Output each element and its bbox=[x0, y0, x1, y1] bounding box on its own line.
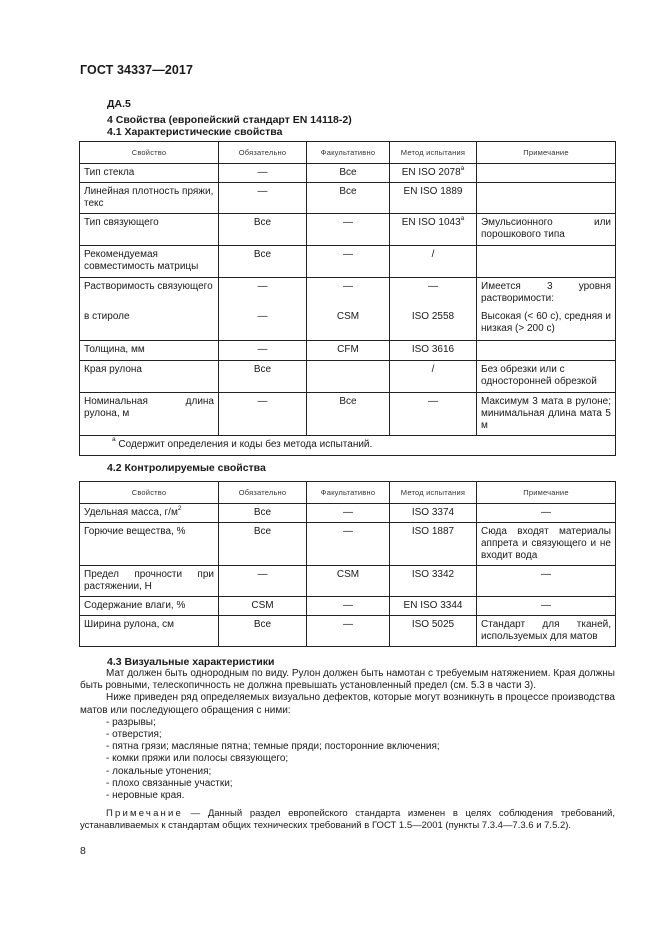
annex-heading: ДА.5 bbox=[107, 98, 131, 110]
cell-method: EN ISO 3344 bbox=[390, 597, 477, 616]
cell-optional: — bbox=[307, 597, 390, 616]
cell-method bbox=[390, 214, 477, 246]
cell-method: ISO 1887 bbox=[390, 523, 477, 566]
column-header-property: Свойство bbox=[80, 142, 219, 164]
cell-note: Имеется 3 уровня растворимости: bbox=[477, 278, 616, 309]
cell-optional: — bbox=[307, 246, 390, 278]
cell-note: Максимум 3 мата в рулоне; минимальная длина мата 5 м bbox=[477, 392, 616, 435]
list-item: - комки пряжи или полосы связующего; bbox=[106, 753, 615, 765]
cell-mandatory: — bbox=[219, 308, 307, 340]
subsection-heading-4-1: 4.1 Характеристические свойства bbox=[107, 126, 283, 138]
cell-mandatory: — bbox=[219, 183, 307, 214]
table-row bbox=[80, 597, 616, 616]
footnote-ref: a bbox=[460, 214, 465, 222]
cell-mandatory: — bbox=[219, 340, 307, 360]
table-row bbox=[80, 340, 616, 360]
cell-property: Края рулона bbox=[80, 360, 219, 392]
cell-property: Линейная плотность пряжи, текс bbox=[80, 183, 219, 214]
cell-note: Высокая (< 60 с), средняя и низкая (> 200 с) bbox=[477, 308, 616, 340]
cell-mandatory: Все bbox=[219, 360, 307, 392]
superscript: 2 bbox=[177, 504, 182, 512]
cell-mandatory: CSM bbox=[219, 597, 307, 616]
table-row bbox=[80, 183, 616, 214]
column-header-method: Метод испытания bbox=[390, 482, 477, 504]
cell-note: — bbox=[477, 566, 616, 597]
column-header-note: Примечание bbox=[477, 142, 616, 164]
note-text: — Данный раздел европейского стандарта изменен в целях соблюдения требований, устанавливаемых к стандартам общих технических требований в ГОСТ 1.5—2001 (пункты 7.3.4—7.3.6 и 7.5.2). bbox=[80, 808, 615, 832]
cell-property: Толщина, мм bbox=[80, 340, 219, 360]
list-item: - плохо связанные участки; bbox=[106, 778, 615, 790]
list-item: - отверстия; bbox=[106, 729, 615, 741]
list-item: - неровные края. bbox=[106, 790, 615, 802]
cell-optional: CSM bbox=[307, 566, 390, 597]
cell-property: Горючие вещества, % bbox=[80, 523, 219, 566]
cell-mandatory: Все bbox=[219, 616, 307, 647]
list-item: - локальные утонения; bbox=[106, 766, 615, 778]
property-text: Удельная масса, г/м bbox=[84, 507, 178, 518]
cell-mandatory: — bbox=[219, 278, 307, 309]
cell-note bbox=[477, 340, 616, 360]
cell-mandatory: Все bbox=[219, 523, 307, 566]
footnote-marker: a bbox=[112, 436, 116, 444]
cell-optional: Все bbox=[307, 164, 390, 183]
subsection-heading-4-3: 4.3 Визуальные характеристики bbox=[107, 656, 275, 668]
cell-note: — bbox=[477, 504, 616, 523]
column-header-mandatory: Обязательно bbox=[219, 482, 307, 504]
cell-note: Сюда входят материалы аппрета и связующего и не входит вода bbox=[477, 523, 616, 566]
cell-mandatory: Все bbox=[219, 246, 307, 278]
table-row bbox=[80, 566, 616, 597]
cell-method: ISO 3616 bbox=[390, 340, 477, 360]
table-footnote bbox=[80, 435, 616, 455]
cell-property: Ширина рулона, см bbox=[80, 616, 219, 647]
paragraph: Мат должен быть однородным по виду. Рулон должен быть намотан с требуемым натяжением. Края должны быть ровными, телескопичность не должна превышать установленный предел (см. 5.3 в части 3). bbox=[80, 668, 615, 692]
cell-note bbox=[477, 183, 616, 214]
cell-optional: Все bbox=[307, 392, 390, 435]
cell-optional: CSM bbox=[307, 308, 390, 340]
visual-characteristics-body bbox=[80, 668, 615, 833]
cell-property: в стироле bbox=[80, 308, 219, 340]
cell-optional: Все bbox=[307, 183, 390, 214]
cell-method bbox=[390, 164, 477, 183]
document-code: ГОСТ 34337—2017 bbox=[80, 63, 194, 77]
cell-note bbox=[477, 164, 616, 183]
cell-note: Стандарт для тканей, используемых для матов bbox=[477, 616, 616, 647]
table-row bbox=[80, 214, 616, 246]
table-row bbox=[80, 616, 616, 647]
note-paragraph bbox=[80, 808, 615, 832]
section-heading: 4 Свойства (европейский стандарт EN 14118-2) bbox=[107, 114, 352, 126]
cell-method: ISO 3374 bbox=[390, 504, 477, 523]
cell-method: EN ISO 1889 bbox=[390, 183, 477, 214]
cell-method: ISO 5025 bbox=[390, 616, 477, 647]
cell-property: Тип стекла bbox=[80, 164, 219, 183]
subsection-heading-4-2: 4.2 Контролируемые свойства bbox=[107, 462, 266, 474]
footnote-text: Содержит определения и коды без метода испытаний. bbox=[118, 438, 373, 450]
table-row bbox=[80, 504, 616, 523]
cell-property bbox=[80, 504, 219, 523]
list-item: - пятна грязи; масляные пятна; темные пряди; посторонние включения; bbox=[106, 741, 615, 753]
cell-method: ISO 3342 bbox=[390, 566, 477, 597]
table-header-row bbox=[80, 482, 616, 504]
cell-note: Без обрезки или с односторонней обрезкой bbox=[477, 360, 616, 392]
cell-method: ISO 2558 bbox=[390, 308, 477, 340]
cell-property: Содержание влаги, % bbox=[80, 597, 219, 616]
column-header-optional: Факультативно bbox=[307, 482, 390, 504]
cell-property: Предел прочности при растяжении, Н bbox=[80, 566, 219, 597]
cell-optional: — bbox=[307, 523, 390, 566]
cell-note: — bbox=[477, 597, 616, 616]
note-label: Примечание bbox=[106, 808, 183, 820]
table-row bbox=[80, 278, 616, 309]
cell-property: Рекомендуемая совместимость матрицы bbox=[80, 246, 219, 278]
footnote-ref: a bbox=[460, 164, 465, 172]
cell-property: Номинальная длина рулона, м bbox=[80, 392, 219, 435]
column-header-mandatory: Обязательно bbox=[219, 142, 307, 164]
table-row bbox=[80, 308, 616, 340]
table-row bbox=[80, 360, 616, 392]
cell-optional: CFM bbox=[307, 340, 390, 360]
list-item: - разрывы; bbox=[106, 717, 615, 729]
table-row bbox=[80, 246, 616, 278]
paragraph: Ниже приведен ряд определяемых визуально дефектов, которые могут возникнуть в процессе производства матов или последующего обращения с ними: bbox=[80, 692, 615, 716]
method-text: EN ISO 1043 bbox=[401, 217, 461, 228]
cell-mandatory: — bbox=[219, 392, 307, 435]
table-row bbox=[80, 523, 616, 566]
column-header-optional: Факультативно bbox=[307, 142, 390, 164]
cell-optional: — bbox=[307, 504, 390, 523]
page-number: 8 bbox=[80, 845, 86, 857]
cell-mandatory: — bbox=[219, 164, 307, 183]
table-row bbox=[80, 392, 616, 435]
cell-note: Эмульсионного или порошкового типа bbox=[477, 214, 616, 246]
cell-optional: — bbox=[307, 278, 390, 309]
characteristic-properties-table bbox=[79, 141, 616, 456]
table-header-row bbox=[80, 142, 616, 164]
cell-optional: — bbox=[307, 616, 390, 647]
cell-property: Тип связующего bbox=[80, 214, 219, 246]
cell-property: Растворимость связующего bbox=[80, 278, 219, 309]
column-header-note: Примечание bbox=[477, 482, 616, 504]
cell-mandatory: Все bbox=[219, 214, 307, 246]
controlled-properties-table bbox=[79, 481, 616, 647]
cell-method: / bbox=[390, 246, 477, 278]
cell-method: — bbox=[390, 278, 477, 309]
column-header-method: Метод испытания bbox=[390, 142, 477, 164]
cell-optional: — bbox=[307, 214, 390, 246]
cell-optional bbox=[307, 360, 390, 392]
defects-list bbox=[80, 717, 615, 802]
cell-mandatory: Все bbox=[219, 504, 307, 523]
table-row bbox=[80, 164, 616, 183]
cell-method: — bbox=[390, 392, 477, 435]
cell-note bbox=[477, 246, 616, 278]
cell-mandatory: — bbox=[219, 566, 307, 597]
method-text: EN ISO 2078 bbox=[401, 167, 461, 178]
column-header-property: Свойство bbox=[80, 482, 219, 504]
cell-method: / bbox=[390, 360, 477, 392]
table-footnote-row bbox=[80, 435, 616, 455]
